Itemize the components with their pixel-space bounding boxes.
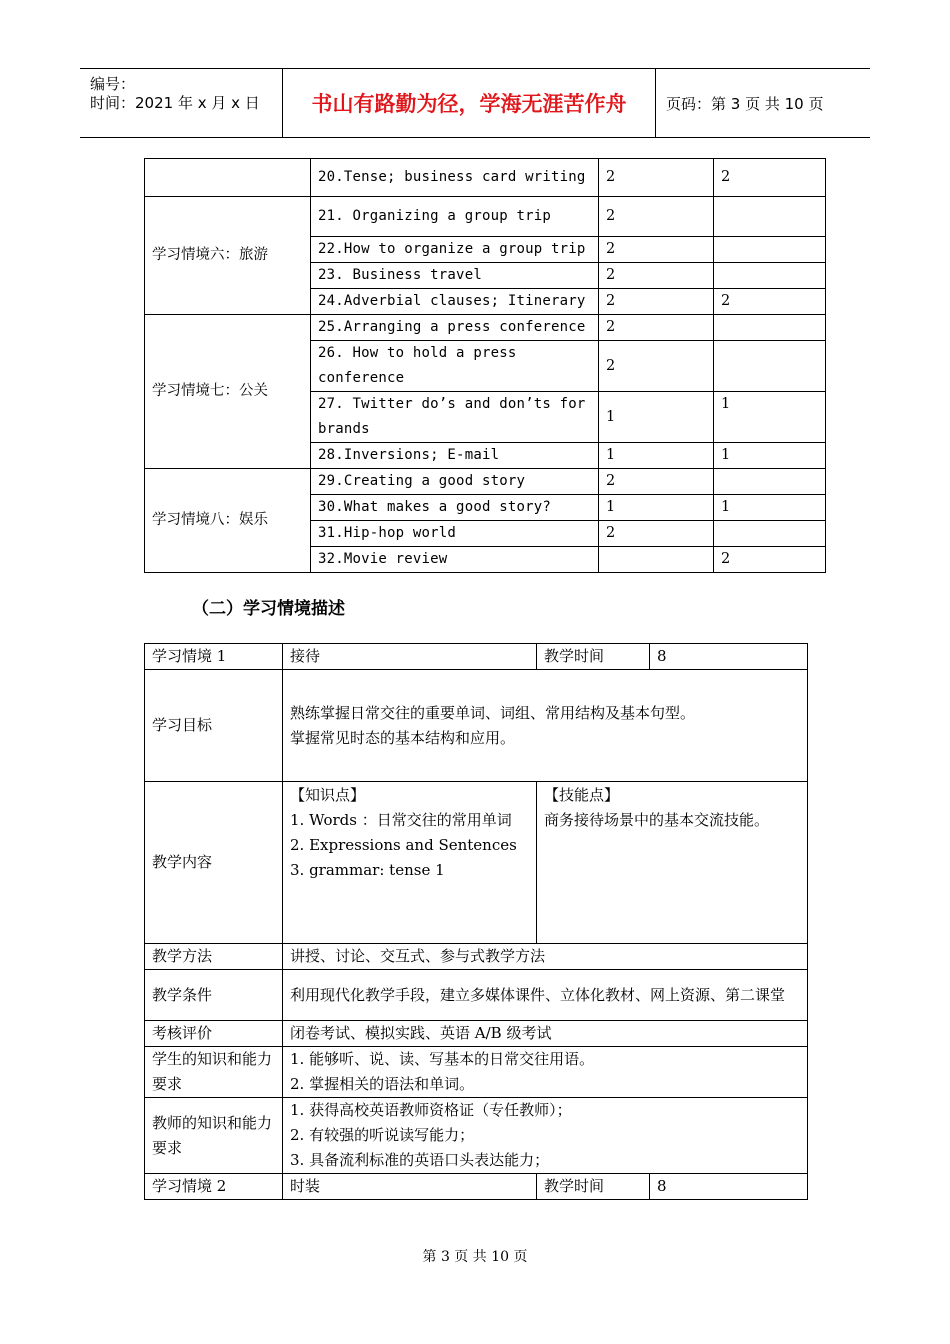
header-motto-cell xyxy=(283,69,656,137)
hours-a-cell: 2 xyxy=(599,159,714,197)
method-label: 教学方法 xyxy=(145,944,283,970)
table-row xyxy=(145,670,808,782)
table-row xyxy=(145,469,826,495)
method-text: 讲授、讨论、交互式、参与式教学方法 xyxy=(283,944,808,970)
group-cell: 学习情境七：公关 xyxy=(145,315,311,469)
goal-line: 熟练掌握日常交往的重要单词、词组、常用结构及基本句型。 xyxy=(290,703,696,722)
hours-a-cell: 2 xyxy=(599,289,714,315)
topic-cell: 30.What makes a good story? xyxy=(311,495,599,521)
hours-a-cell: 2 xyxy=(599,469,714,495)
hours-a-cell: 2 xyxy=(599,263,714,289)
student-line: 1. 能够听、说、读、写基本的日常交往用语。 xyxy=(290,1050,595,1068)
group-cell: 学习情境六：旅游 xyxy=(145,197,311,315)
knowledge-title: 【知识点】 xyxy=(290,786,366,804)
teacher-line: 2. 有较强的听说读写能力； xyxy=(290,1126,475,1144)
eval-text: 闭卷考试、模拟实践、英语 A/B 级考试 xyxy=(283,1021,808,1047)
topic-cell: 31.Hip-hop world xyxy=(311,521,599,547)
teacher-line: 3. 具备流利标准的英语口头表达能力； xyxy=(290,1151,550,1169)
situation-name: 时装 xyxy=(283,1174,537,1200)
time-value: 8 xyxy=(650,644,808,670)
skill-cell xyxy=(537,782,808,944)
topic-cell: 27. Twitter do’s and don’ts for brands xyxy=(311,392,599,443)
hours-b-cell: 2 xyxy=(714,289,826,315)
hours-b-cell: 1 xyxy=(714,443,826,469)
topic-cell: 32.Movie review xyxy=(311,547,599,573)
topic-cell: 23. Business travel xyxy=(311,263,599,289)
topic-cell: 24.Adverbial clauses; Itinerary xyxy=(311,289,599,315)
page-header xyxy=(80,68,870,138)
situation-label: 学习情境 2 xyxy=(145,1174,283,1200)
hours-a-cell: 2 xyxy=(599,521,714,547)
table-row xyxy=(145,644,808,670)
skill-text: 商务接待场景中的基本交流技能。 xyxy=(544,811,770,829)
hours-a-cell: 2 xyxy=(599,341,714,392)
hours-a-cell: 1 xyxy=(599,392,714,443)
topic-cell: 26. How to hold a press conference xyxy=(311,341,599,392)
knowledge-line: 2. Expressions and Sentences xyxy=(290,836,517,854)
topic-cell: 20.Tense; business card writing xyxy=(311,159,599,197)
table-row xyxy=(145,782,808,944)
content-label: 教学内容 xyxy=(145,782,283,944)
student-line: 2. 掌握相关的语法和单词。 xyxy=(290,1075,475,1093)
serial-label: 编号： xyxy=(90,75,136,93)
table-row xyxy=(145,944,808,970)
table-row xyxy=(145,1047,808,1098)
condition-label: 教学条件 xyxy=(145,970,283,1021)
table-row xyxy=(145,159,826,197)
time-value: 8 xyxy=(650,1174,808,1200)
group-cell-empty xyxy=(145,159,311,197)
header-left-cell xyxy=(80,69,283,137)
page-footer: 第 3 页 共 10 页 xyxy=(422,1249,528,1265)
teacher-line: 1. 获得高校英语教师资格证（专任教师）； xyxy=(290,1101,572,1119)
hours-b-cell xyxy=(714,263,826,289)
topic-cell: 28.Inversions; E-mail xyxy=(311,443,599,469)
hours-b-cell xyxy=(714,197,826,237)
hours-b-cell xyxy=(714,521,826,547)
situation-table xyxy=(144,643,808,1200)
time-label: 教学时间 xyxy=(537,644,650,670)
teacher-cell xyxy=(283,1098,808,1174)
knowledge-line: 3. grammar: tense 1 xyxy=(290,861,445,879)
time-label: 教学时间 xyxy=(537,1174,650,1200)
student-label: 学生的知识和能力要求 xyxy=(145,1047,283,1098)
topic-cell: 21. Organizing a group trip xyxy=(311,197,599,237)
hours-a-cell xyxy=(599,547,714,573)
situation-label: 学习情境 1 xyxy=(145,644,283,670)
skill-title: 【技能点】 xyxy=(544,786,620,804)
topic-cell: 25.Arranging a press conference xyxy=(311,315,599,341)
motto: 书山有路勤为径，学海无涯苦作舟 xyxy=(311,92,627,116)
time-label: 时间：2021 年 x 月 x 日 xyxy=(90,94,260,112)
hours-a-cell: 2 xyxy=(599,315,714,341)
topic-cell: 22.How to organize a group trip xyxy=(311,237,599,263)
goal-label: 学习目标 xyxy=(145,670,283,782)
header-right-cell xyxy=(656,69,870,137)
goal-cell xyxy=(283,670,808,782)
hours-a-cell: 2 xyxy=(599,237,714,263)
knowledge-line: 1. Words ：日常交往的常用单词 xyxy=(290,811,512,829)
hours-b-cell xyxy=(714,237,826,263)
page-info: 页码：第 3 页 共 10 页 xyxy=(666,94,824,113)
table-row xyxy=(145,970,808,1021)
course-table xyxy=(144,158,826,573)
table-row xyxy=(145,1098,808,1174)
teacher-label: 教师的知识和能力要求 xyxy=(145,1098,283,1174)
section-title: （二）学习情境描述 xyxy=(192,599,345,619)
student-cell xyxy=(283,1047,808,1098)
hours-b-cell: 2 xyxy=(714,547,826,573)
hours-b-cell: 2 xyxy=(714,159,826,197)
hours-b-cell xyxy=(714,341,826,392)
hours-b-cell xyxy=(714,315,826,341)
hours-b-cell: 1 xyxy=(714,495,826,521)
hours-b-cell xyxy=(714,469,826,495)
situation-name: 接待 xyxy=(283,644,537,670)
table-row xyxy=(145,1174,808,1200)
hours-b-cell: 1 xyxy=(714,392,826,443)
knowledge-cell xyxy=(283,782,537,944)
group-cell: 学习情境八：娱乐 xyxy=(145,469,311,573)
table-row xyxy=(145,1021,808,1047)
hours-a-cell: 2 xyxy=(599,197,714,237)
goal-line: 掌握常见时态的基本结构和应用。 xyxy=(290,728,516,747)
eval-label: 考核评价 xyxy=(145,1021,283,1047)
condition-text: 利用现代化教学手段，建立多媒体课件、立体化教材、网上资源、第二课堂 xyxy=(283,970,808,1021)
hours-a-cell: 1 xyxy=(599,443,714,469)
table-row xyxy=(145,197,826,237)
topic-cell: 29.Creating a good story xyxy=(311,469,599,495)
table-row xyxy=(145,315,826,341)
hours-a-cell: 1 xyxy=(599,495,714,521)
